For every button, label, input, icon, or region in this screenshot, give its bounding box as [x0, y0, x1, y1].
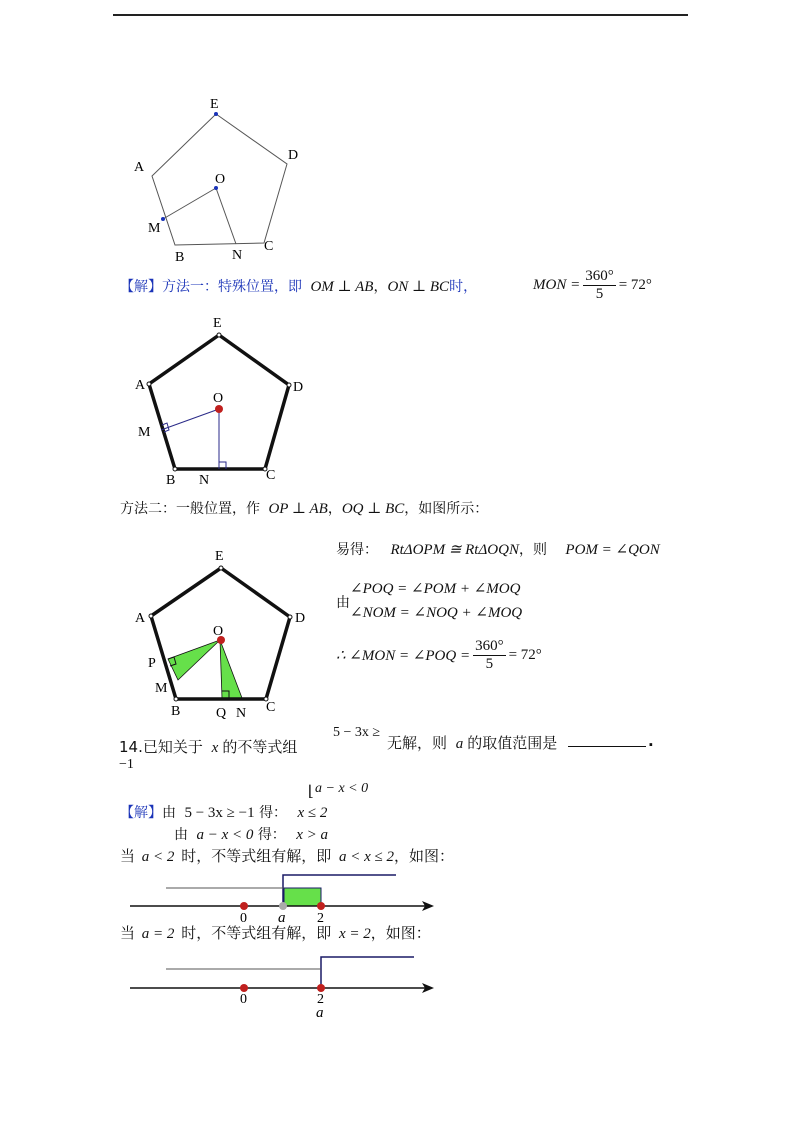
segment-om: [163, 188, 216, 219]
formula-rhs: = 72°: [618, 276, 652, 293]
proof-congruence: RtΔOPM ≅ RtΔOQN: [390, 542, 519, 558]
triangle-oqn-fill: [220, 640, 242, 698]
label-n: N: [236, 706, 247, 721]
label-q: Q: [216, 706, 227, 721]
label-n: N: [232, 248, 243, 263]
header-rule: [113, 14, 688, 16]
point-m-dot: [161, 217, 165, 221]
point-zero: [240, 984, 248, 992]
label-e: E: [215, 549, 224, 564]
formula-lhs: MON =: [533, 276, 581, 293]
proof-eq1: ∠POQ = ∠POM + ∠MOQ: [350, 581, 521, 597]
answer-you-2: 由: [174, 827, 188, 843]
fraction-denominator: 5: [595, 285, 604, 302]
proof-ze: ，则: [518, 542, 547, 558]
q14-ineq1: 5 − 3x ≥: [333, 725, 381, 740]
number-line-2: [125, 950, 445, 1022]
comma: ，: [327, 501, 342, 517]
proof-therefore: ∴ ∠MON = ∠POQ =: [336, 647, 471, 664]
figure-pentagon-3: [130, 545, 320, 725]
case1-tail: ，如图：: [394, 847, 455, 865]
point-vertex-dot: [149, 614, 153, 618]
point-vertex-dot: [287, 383, 291, 387]
proof-eq2: ∠NOM = ∠NOQ + ∠MOQ: [350, 605, 523, 621]
answer-res-2: x > a: [296, 827, 329, 843]
case2-mid: 时，不等式组有解，即: [181, 924, 332, 942]
q14-neg1: −1: [119, 757, 134, 772]
answer-you-1: 由: [162, 805, 176, 821]
solution-tag: 【解】: [120, 279, 162, 295]
q14-stem-right: [387, 732, 557, 754]
figure-pentagon-2: [130, 310, 310, 490]
answer-case-2: [120, 922, 431, 944]
om-perp-ab: OM ⊥ AB: [310, 279, 374, 295]
fraction: [583, 268, 616, 303]
label-m: M: [155, 681, 168, 696]
method2-text: 方法二：一般位置，作: [120, 501, 260, 517]
answer-line-2: [174, 824, 328, 846]
case2-tail: ，如图：: [370, 924, 431, 942]
fraction-numerator: 360°: [475, 637, 504, 654]
label-m: M: [148, 221, 161, 236]
label-e: E: [210, 97, 219, 112]
answer-de-1: 得：: [259, 805, 288, 821]
q14-number: 14: [119, 738, 139, 756]
label-e: E: [213, 316, 222, 331]
label-c: C: [264, 239, 274, 254]
point-vertex-dot: [217, 333, 221, 337]
case1-res: a < x ≤ 2: [339, 849, 395, 865]
on-perp-bc: ON ⊥ BC: [387, 279, 450, 295]
tick-label-a: a: [278, 910, 286, 926]
case1-cond: a < 2: [141, 849, 175, 865]
fraction: [473, 638, 506, 673]
label-a: A: [135, 611, 146, 626]
q14-var-x: x: [211, 740, 219, 756]
proof-line-congruent: [336, 539, 660, 561]
label-o: O: [215, 172, 226, 187]
answer-tag: 【解】: [120, 805, 162, 821]
label-a: A: [135, 378, 146, 393]
answer-eq-2: a − x < 0: [196, 827, 254, 843]
method1-formula: [533, 262, 652, 308]
tick-label-two: 2: [317, 911, 324, 926]
tick-label-zero: 0: [240, 992, 247, 1007]
proof-easy: 易得：: [336, 542, 378, 558]
q14-nosol: 无解，则: [387, 734, 448, 752]
case2-res: x = 2: [339, 926, 371, 942]
proof-you: 由: [336, 595, 350, 611]
case2-cond: a = 2: [141, 926, 175, 942]
q14-answer-blank[interactable]: [568, 746, 646, 747]
label-c: C: [266, 700, 276, 715]
label-d: D: [293, 380, 304, 395]
q14-period: .: [648, 732, 654, 750]
point-zero: [240, 902, 248, 910]
point-vertex-dot: [147, 382, 151, 386]
oq-perp-bc: OQ ⊥ BC: [341, 501, 405, 517]
case1-pre: 当: [120, 847, 136, 865]
label-a: A: [134, 160, 145, 175]
point-two: [317, 984, 325, 992]
solution-set-fill: [284, 888, 321, 906]
label-p: P: [148, 656, 156, 671]
method2-tail: ，如图所示：: [404, 501, 489, 517]
case2-pre: 当: [120, 924, 136, 942]
segment-on: [216, 188, 236, 244]
number-line-1: [125, 868, 445, 928]
point-vertex-dot: [174, 697, 178, 701]
q14-ineq2: a − x < 0: [315, 781, 369, 796]
point-e-dot: [214, 112, 218, 116]
fraction-numerator: 360°: [585, 267, 614, 284]
label-b: B: [175, 250, 185, 265]
figure-pentagon-1: [120, 90, 320, 270]
q14-stem-text: 已知关于: [142, 738, 203, 756]
triangle-opm-fill: [168, 640, 220, 680]
answer-line-1: [120, 802, 327, 824]
label-b: B: [166, 473, 176, 488]
fraction-denominator: 5: [485, 655, 494, 672]
point-o-dot: [215, 405, 223, 413]
tick-label-two: 2: [317, 992, 324, 1007]
solution-method-1: [120, 274, 477, 300]
label-o: O: [213, 391, 224, 406]
tick-label-zero: 0: [240, 911, 247, 926]
proof-conclusion: [336, 632, 542, 678]
tick-label-a: a: [316, 1005, 324, 1021]
op-perp-ab: OP ⊥ AB: [268, 501, 328, 517]
answer-de-2: 得：: [257, 827, 286, 843]
point-vertex-dot: [173, 467, 177, 471]
q14-stem: [119, 736, 297, 758]
label-c: C: [266, 468, 276, 483]
q14-dot: .: [138, 738, 143, 756]
answer-res-1: x ≤ 2: [297, 805, 328, 821]
point-two: [317, 902, 325, 910]
method1-text: 方法一：特殊位置，即: [162, 279, 302, 295]
proof-angles-equal: POM = ∠QON: [565, 542, 660, 558]
q14-var-a: a: [455, 736, 464, 752]
q14-tail: 的取值范围是: [467, 734, 558, 752]
comma: ，: [373, 279, 388, 295]
q14-brace: ⌊: [308, 782, 314, 800]
answer-eq-1: 5 − 3x ≥ −1: [184, 805, 255, 821]
segment-om: [161, 409, 219, 430]
case1-mid: 时，不等式组有解，即: [181, 847, 332, 865]
point-vertex-dot: [219, 566, 223, 570]
label-d: D: [288, 148, 299, 163]
proof-result: = 72°: [508, 646, 542, 663]
ray-x-gt-a: [321, 957, 414, 988]
q14-stem-text-2: 的不等式组: [222, 738, 298, 756]
solution-method-2: [120, 496, 488, 522]
label-n: N: [199, 473, 210, 488]
label-o: O: [213, 624, 224, 639]
answer-case-1: [120, 845, 454, 867]
label-d: D: [295, 611, 306, 626]
point-vertex-dot: [288, 615, 292, 619]
label-m: M: [138, 425, 151, 440]
method1-shi: 时，: [449, 279, 478, 295]
point-a: [279, 902, 287, 910]
label-b: B: [171, 704, 181, 719]
